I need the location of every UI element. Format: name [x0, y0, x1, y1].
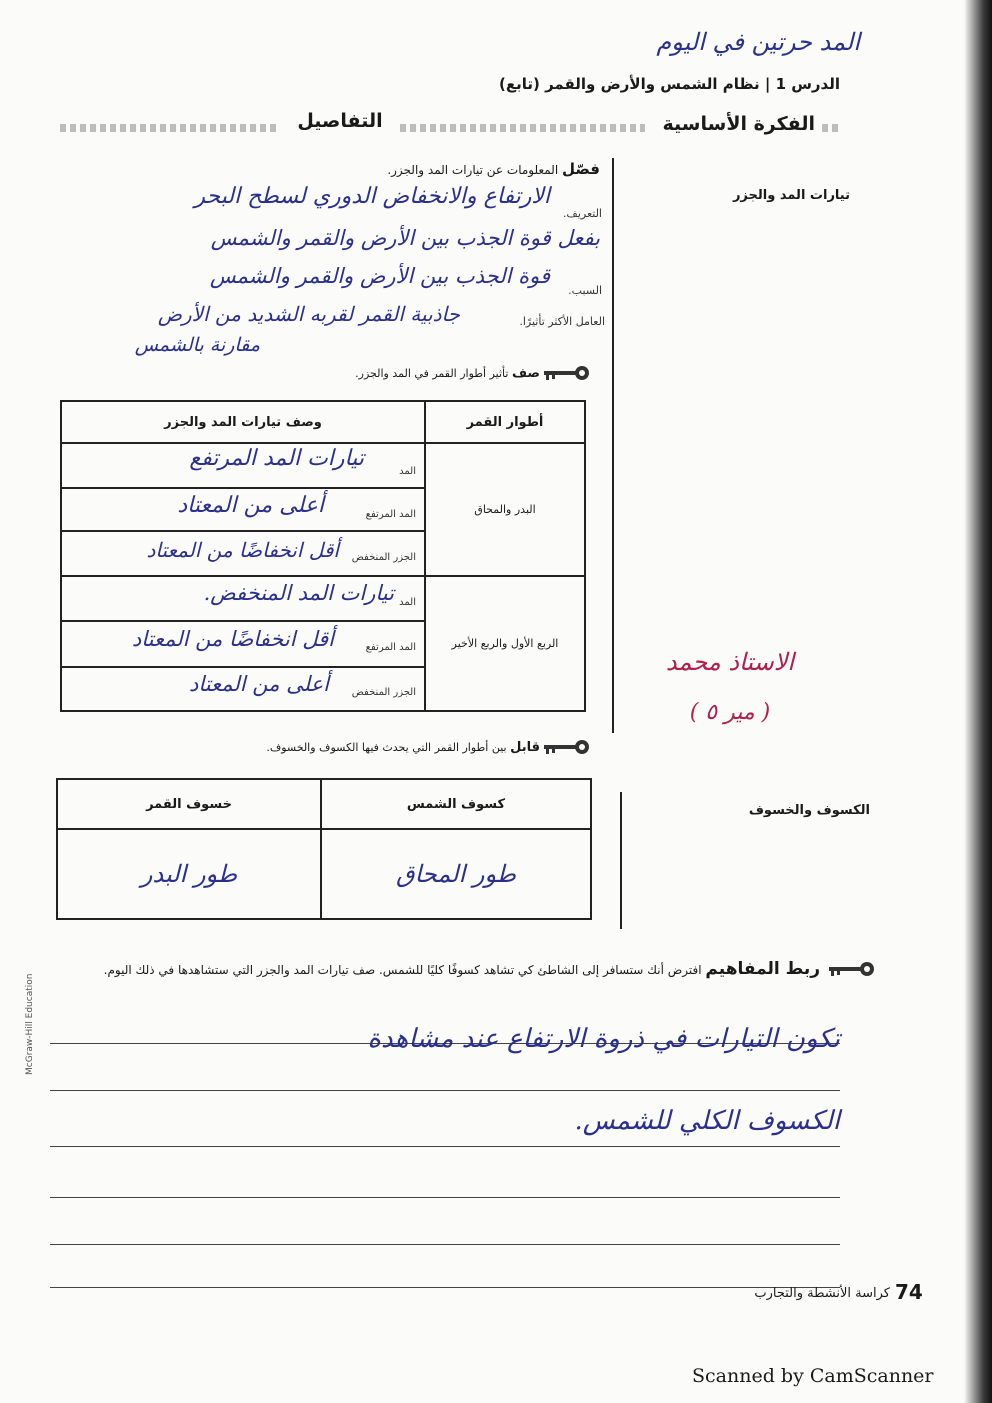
table-cell: [61, 576, 425, 621]
table-cell: [61, 621, 425, 667]
answer-line: [50, 1146, 840, 1147]
publisher-margin-text: McGraw-Hill Education: [25, 973, 35, 1075]
answer-line: [50, 1197, 840, 1198]
book-title: كراسة الأنشطة والتجارب: [754, 1286, 890, 1301]
eclipse-table: [56, 778, 592, 920]
solar-eclipse-answer: طور المحاق: [321, 829, 591, 919]
header-solar-eclipse: كسوف الشمس: [321, 779, 591, 829]
row-label: المد: [399, 466, 416, 477]
table-header-row: [61, 401, 585, 443]
table-row: [61, 443, 585, 488]
column-divider-top: [612, 158, 614, 733]
table-cell: [61, 443, 425, 488]
teacher-name: الاستاذ محمد: [665, 648, 795, 676]
tides-instruction-text: المعلومات عن تيارات المد والجزر.: [387, 163, 559, 177]
page-number: 74: [895, 1280, 923, 1304]
row-label: المد: [399, 597, 416, 608]
key-icon: [540, 364, 590, 382]
table-header-row: [57, 779, 591, 829]
definition-label: التعريف.: [562, 207, 602, 220]
row-answer: تيارات المد المرتفع: [189, 446, 364, 471]
row-label: المد المرتفع: [365, 642, 416, 653]
handwritten-header-note: المد حرتين في اليوم: [656, 28, 860, 56]
row-label: المد المرتفع: [365, 509, 416, 520]
row-answer: تيارات المد المنخفض.: [203, 581, 394, 605]
lesson-title: الدرس 1 | نظام الشمس والأرض والقمر (تابع): [499, 75, 840, 93]
table-cell: [61, 667, 425, 711]
dotted-divider-right: [822, 124, 842, 132]
header-description: وصف تيارات المد والجزر: [61, 401, 425, 443]
phases-instruction-text: تأثير أطوار القمر في المد والجزر.: [355, 367, 509, 380]
page-edge-shadow: [964, 0, 992, 1403]
row-answer: أقل انخفاضًا من المعتاد: [131, 627, 334, 651]
answer-line: [50, 1244, 840, 1245]
tides-instruction-verb: فصّل: [562, 160, 600, 178]
tides-instruction: [250, 160, 600, 178]
table-cell: [61, 488, 425, 531]
lunar-eclipse-answer: طور البدر: [57, 829, 321, 919]
eclipses-instruction-text: بين أطوار القمر التي يحدث فيها الكسوف والخسوف.: [266, 741, 507, 754]
column-divider-bottom: [620, 792, 622, 929]
dotted-divider-left: [60, 124, 280, 132]
tides-side-label: تيارات المد والجزر: [732, 188, 850, 203]
table-row: [57, 829, 591, 919]
answer-line: [50, 1090, 840, 1091]
eclipses-side-label: الكسوف والخسوف: [748, 803, 870, 818]
row-answer: أقل انخفاضًا من المعتاد: [146, 538, 339, 562]
key-icon: [540, 738, 590, 756]
eclipses-instruction: [180, 740, 540, 755]
header-phase: أطوار القمر: [425, 401, 585, 443]
key-icon: [825, 960, 875, 978]
row-answer: أعلى من المعتاد: [177, 493, 324, 518]
row-answer: أعلى من المعتاد: [189, 672, 329, 696]
definition-answer: الارتفاع والانخفاض الدوري لسطح البحر: [194, 184, 550, 209]
connect-prompt: افترض أنك ستسافر إلى الشاطئ كي تشاهد كسوفًا كليًا للشمس. صف تيارات المد والجزر التي ستشاهدها في ذلك اليوم.: [103, 963, 702, 977]
details-heading: التفاصيل: [297, 110, 383, 132]
phase-quarters: الربع الأول والربع الأخير: [425, 576, 585, 711]
cause-answer: قوة الجذب بين الأرض والقمر والشمس: [209, 264, 550, 288]
moon-phases-table: [60, 400, 586, 712]
definition-answer-continued: بفعل قوة الجذب بين الأرض والقمر والشمس: [210, 226, 600, 250]
main-idea-heading: الفكرة الأساسية: [662, 113, 815, 135]
row-label: الجزر المنخفض: [351, 687, 416, 698]
connect-concepts: [60, 958, 820, 982]
connect-answer-line2: الكسوف الكلي للشمس.: [574, 1106, 840, 1136]
connect-answer-line1: تكون التيارات في ذروة الارتفاع عند مشاهدة: [367, 1024, 840, 1054]
dotted-divider-mid: [400, 124, 645, 132]
factor-label: العامل الأكثر تأثيرًا.: [519, 315, 605, 328]
factor-answer: جاذبية القمر لقربه الشديد من الأرض: [157, 302, 460, 326]
table-cell: [61, 531, 425, 576]
header-lunar-eclipse: خسوف القمر: [57, 779, 321, 829]
scanner-watermark: Scanned by CamScanner: [692, 1365, 934, 1387]
teacher-note: ( مير ٥ ): [689, 700, 771, 725]
cause-label: السبب.: [568, 284, 602, 297]
phases-instruction: [260, 366, 540, 381]
table-row: [61, 576, 585, 621]
factor-answer-continued: مقارنة بالشمس: [134, 334, 260, 356]
phase-full-new: البدر والمحاق: [425, 443, 585, 576]
connect-title: ربط المفاهيم: [705, 959, 820, 979]
phases-instruction-verb: صف: [511, 366, 540, 381]
row-label: الجزر المنخفض: [351, 552, 416, 563]
eclipses-instruction-verb: قابل: [510, 740, 540, 755]
